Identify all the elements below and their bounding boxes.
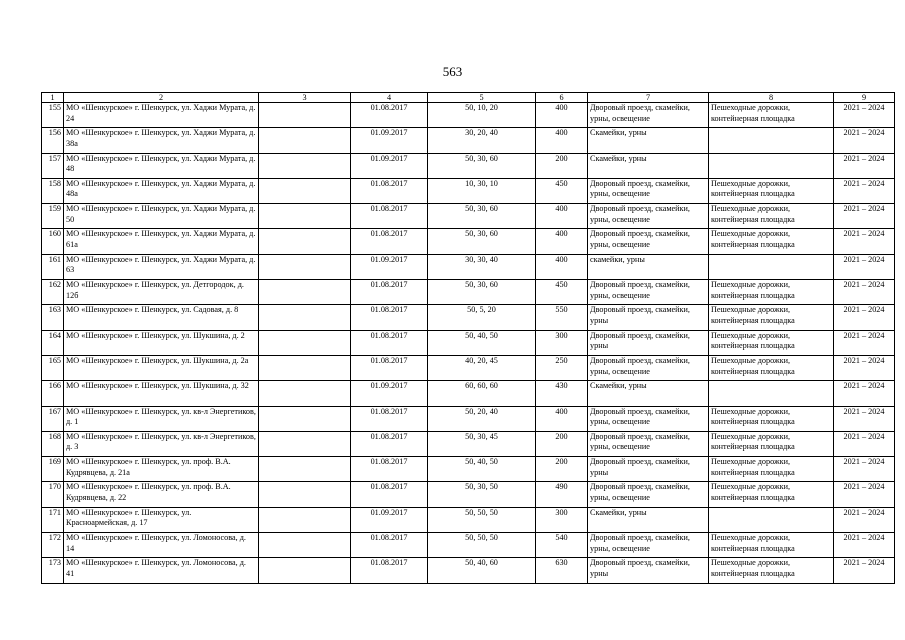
works-cell: Дворовый проезд, скамейки, урны, освещение [588, 355, 709, 380]
date-cell: 01.08.2017 [351, 355, 428, 380]
column-header: 3 [259, 93, 351, 103]
area-cell: 300 [536, 507, 588, 532]
table-row [42, 280, 895, 305]
address-cell: МО «Шенкурское» г. Шенкурск, ул. Хаджи Мурата, д. 63 [64, 254, 259, 279]
table-row [42, 254, 895, 279]
additional-works-cell: Пешеходные дорожки, контейнерная площадка [709, 280, 834, 305]
area-cell: 200 [536, 431, 588, 456]
area-cell: 250 [536, 355, 588, 380]
period-cell: 2021 – 2024 [834, 153, 895, 178]
date-cell: 01.08.2017 [351, 431, 428, 456]
works-cell: Дворовый проезд, скамейки, урны, освещение [588, 204, 709, 229]
additional-works-cell: Пешеходные дорожки, контейнерная площадка [709, 558, 834, 583]
period-cell: 2021 – 2024 [834, 280, 895, 305]
additional-works-cell [709, 381, 834, 406]
dimensions-cell: 50, 30, 50 [428, 482, 536, 507]
date-cell: 01.09.2017 [351, 254, 428, 279]
area-cell: 200 [536, 153, 588, 178]
row-number: 173 [42, 558, 64, 583]
works-cell: Скамейки, урны [588, 381, 709, 406]
column-header: 7 [588, 93, 709, 103]
address-cell: МО «Шенкурское» г. Шенкурск, ул. кв-л Энергетиков, д. 3 [64, 431, 259, 456]
row-number: 166 [42, 381, 64, 406]
period-cell: 2021 – 2024 [834, 128, 895, 153]
dimensions-cell: 50, 30, 60 [428, 153, 536, 178]
table-row [42, 381, 895, 406]
area-cell: 550 [536, 305, 588, 330]
period-cell: 2021 – 2024 [834, 406, 895, 431]
column-3-cell [259, 457, 351, 482]
area-cell: 400 [536, 204, 588, 229]
works-cell: Дворовый проезд, скамейки, урны, освещение [588, 431, 709, 456]
column-3-cell [259, 431, 351, 456]
period-cell: 2021 – 2024 [834, 103, 895, 128]
column-3-cell [259, 305, 351, 330]
date-cell: 01.08.2017 [351, 103, 428, 128]
address-cell: МО «Шенкурское» г. Шенкурск, ул. Детгородок, д. 12б [64, 280, 259, 305]
area-cell: 450 [536, 178, 588, 203]
address-cell: МО «Шенкурское» г. Шенкурск, ул. проф. В.А. Кудрявцева, д. 22 [64, 482, 259, 507]
dimensions-cell: 50, 50, 50 [428, 533, 536, 558]
table-row [42, 431, 895, 456]
address-cell: МО «Шенкурское» г. Шенкурск, ул. Хаджи Мурата, д. 48 [64, 153, 259, 178]
column-header: 1 [42, 93, 64, 103]
date-cell: 01.09.2017 [351, 128, 428, 153]
dimensions-cell: 50, 10, 20 [428, 103, 536, 128]
column-header: 5 [428, 93, 536, 103]
address-cell: МО «Шенкурское» г. Шенкурск, ул. Хаджи Мурата, д. 24 [64, 103, 259, 128]
address-cell: МО «Шенкурское» г. Шенкурск, ул. Хаджи Мурата, д. 50 [64, 204, 259, 229]
additional-works-cell: Пешеходные дорожки, контейнерная площадка [709, 204, 834, 229]
dimensions-cell: 10, 30, 10 [428, 178, 536, 203]
column-header: 6 [536, 93, 588, 103]
additional-works-cell: Пешеходные дорожки, контейнерная площадка [709, 457, 834, 482]
row-number: 159 [42, 204, 64, 229]
address-cell: МО «Шенкурское» г. Шенкурск, ул. Хаджи Мурата, д. 48а [64, 178, 259, 203]
table-row [42, 533, 895, 558]
column-header: 9 [834, 93, 895, 103]
address-cell: МО «Шенкурское» г. Шенкурск, ул. Хаджи Мурата, д. 38а [64, 128, 259, 153]
works-cell: Дворовый проезд, скамейки, урны [588, 457, 709, 482]
additional-works-cell: Пешеходные дорожки, контейнерная площадка [709, 178, 834, 203]
table-row [42, 507, 895, 532]
additional-works-cell: Пешеходные дорожки, контейнерная площадка [709, 482, 834, 507]
dimensions-cell: 50, 40, 50 [428, 330, 536, 355]
column-3-cell [259, 482, 351, 507]
works-cell: Скамейки, урны [588, 153, 709, 178]
period-cell: 2021 – 2024 [834, 355, 895, 380]
column-3-cell [259, 178, 351, 203]
column-3-cell [259, 204, 351, 229]
column-3-cell [259, 128, 351, 153]
additional-works-cell: Пешеходные дорожки, контейнерная площадка [709, 355, 834, 380]
area-cell: 200 [536, 457, 588, 482]
area-cell: 400 [536, 229, 588, 254]
column-3-cell [259, 229, 351, 254]
area-cell: 400 [536, 254, 588, 279]
area-cell: 300 [536, 330, 588, 355]
additional-works-cell [709, 507, 834, 532]
date-cell: 01.09.2017 [351, 507, 428, 532]
works-cell: Дворовый проезд, скамейки, урны, освещение [588, 103, 709, 128]
table-row [42, 330, 895, 355]
row-number: 163 [42, 305, 64, 330]
dimensions-cell: 50, 20, 40 [428, 406, 536, 431]
column-header: 4 [351, 93, 428, 103]
date-cell: 01.08.2017 [351, 305, 428, 330]
row-number: 162 [42, 280, 64, 305]
column-3-cell [259, 406, 351, 431]
period-cell: 2021 – 2024 [834, 431, 895, 456]
dimensions-cell: 60, 60, 60 [428, 381, 536, 406]
dimensions-cell: 50, 30, 45 [428, 431, 536, 456]
dimensions-cell: 50, 30, 60 [428, 280, 536, 305]
works-cell: Скамейки, урны [588, 507, 709, 532]
column-3-cell [259, 254, 351, 279]
table-row [42, 178, 895, 203]
period-cell: 2021 – 2024 [834, 254, 895, 279]
row-number: 169 [42, 457, 64, 482]
area-cell: 430 [536, 381, 588, 406]
works-cell: скамейки, урны [588, 254, 709, 279]
period-cell: 2021 – 2024 [834, 457, 895, 482]
row-number: 168 [42, 431, 64, 456]
period-cell: 2021 – 2024 [834, 305, 895, 330]
period-cell: 2021 – 2024 [834, 533, 895, 558]
row-number: 160 [42, 229, 64, 254]
dimensions-cell: 30, 20, 40 [428, 128, 536, 153]
table-row [42, 457, 895, 482]
table-row [42, 305, 895, 330]
dimensions-cell: 50, 40, 60 [428, 558, 536, 583]
column-3-cell [259, 280, 351, 305]
date-cell: 01.08.2017 [351, 406, 428, 431]
column-3-cell [259, 355, 351, 380]
address-cell: МО «Шенкурское» г. Шенкурск, ул. Садовая, д. 8 [64, 305, 259, 330]
address-cell: МО «Шенкурское» г. Шенкурск, ул. Шукшина, д. 32 [64, 381, 259, 406]
additional-works-cell [709, 128, 834, 153]
row-number: 171 [42, 507, 64, 532]
additional-works-cell: Пешеходные дорожки, контейнерная площадка [709, 103, 834, 128]
dimensions-cell: 50, 30, 60 [428, 229, 536, 254]
period-cell: 2021 – 2024 [834, 330, 895, 355]
row-number: 158 [42, 178, 64, 203]
table-row [42, 482, 895, 507]
row-number: 167 [42, 406, 64, 431]
row-number: 170 [42, 482, 64, 507]
period-cell: 2021 – 2024 [834, 507, 895, 532]
area-cell: 400 [536, 128, 588, 153]
column-3-cell [259, 103, 351, 128]
works-cell: Дворовый проезд, скамейки, урны, освещение [588, 406, 709, 431]
area-cell: 400 [536, 103, 588, 128]
works-cell: Дворовый проезд, скамейки, урны [588, 558, 709, 583]
dimensions-cell: 30, 30, 40 [428, 254, 536, 279]
period-cell: 2021 – 2024 [834, 229, 895, 254]
period-cell: 2021 – 2024 [834, 482, 895, 507]
area-cell: 400 [536, 406, 588, 431]
table-header-row [42, 93, 895, 103]
table-row [42, 558, 895, 583]
table-row [42, 153, 895, 178]
dimensions-cell: 40, 20, 45 [428, 355, 536, 380]
address-cell: МО «Шенкурское» г. Шенкурск, ул. Ломоносова, д. 41 [64, 558, 259, 583]
column-3-cell [259, 330, 351, 355]
date-cell: 01.08.2017 [351, 330, 428, 355]
column-3-cell [259, 558, 351, 583]
period-cell: 2021 – 2024 [834, 558, 895, 583]
date-cell: 01.08.2017 [351, 280, 428, 305]
additional-works-cell [709, 153, 834, 178]
address-cell: МО «Шенкурское» г. Шенкурск, ул. Шукшина, д. 2 [64, 330, 259, 355]
area-cell: 540 [536, 533, 588, 558]
address-cell: МО «Шенкурское» г. Шенкурск, ул. кв-л Энергетиков, д. 1 [64, 406, 259, 431]
date-cell: 01.08.2017 [351, 204, 428, 229]
table-row [42, 103, 895, 128]
date-cell: 01.08.2017 [351, 229, 428, 254]
additional-works-cell: Пешеходные дорожки, контейнерная площадка [709, 431, 834, 456]
row-number: 172 [42, 533, 64, 558]
period-cell: 2021 – 2024 [834, 178, 895, 203]
works-cell: Дворовый проезд, скамейки, урны, освещение [588, 482, 709, 507]
dimensions-cell: 50, 50, 50 [428, 507, 536, 532]
column-3-cell [259, 533, 351, 558]
page-number: 563 [442, 64, 463, 79]
additional-works-cell: Пешеходные дорожки, контейнерная площадка [709, 305, 834, 330]
address-cell: МО «Шенкурское» г. Шенкурск, ул. проф. В.А. Кудрявцева, д. 21а [64, 457, 259, 482]
date-cell: 01.08.2017 [351, 533, 428, 558]
row-number: 165 [42, 355, 64, 380]
additional-works-cell: Пешеходные дорожки, контейнерная площадка [709, 330, 834, 355]
registry-table [41, 92, 895, 584]
column-3-cell [259, 507, 351, 532]
column-3-cell [259, 153, 351, 178]
date-cell: 01.08.2017 [351, 457, 428, 482]
area-cell: 630 [536, 558, 588, 583]
date-cell: 01.08.2017 [351, 482, 428, 507]
address-cell: МО «Шенкурское» г. Шенкурск, ул. Ломоносова, д. 14 [64, 533, 259, 558]
works-cell: Дворовый проезд, скамейки, урны [588, 305, 709, 330]
dimensions-cell: 50, 40, 50 [428, 457, 536, 482]
additional-works-cell: Пешеходные дорожки, контейнерная площадка [709, 229, 834, 254]
address-cell: МО «Шенкурское» г. Шенкурск, ул. Красноармейская, д. 17 [64, 507, 259, 532]
table-row [42, 128, 895, 153]
date-cell: 01.08.2017 [351, 558, 428, 583]
additional-works-cell [709, 254, 834, 279]
date-cell: 01.09.2017 [351, 153, 428, 178]
row-number: 164 [42, 330, 64, 355]
column-header: 2 [64, 93, 259, 103]
works-cell: Дворовый проезд, скамейки, урны, освещение [588, 178, 709, 203]
date-cell: 01.08.2017 [351, 178, 428, 203]
additional-works-cell: Пешеходные дорожки, контейнерная площадка [709, 533, 834, 558]
row-number: 156 [42, 128, 64, 153]
row-number: 157 [42, 153, 64, 178]
table-row [42, 355, 895, 380]
table-row [42, 229, 895, 254]
additional-works-cell: Пешеходные дорожки, контейнерная площадка [709, 406, 834, 431]
table-row [42, 406, 895, 431]
dimensions-cell: 50, 5, 20 [428, 305, 536, 330]
table-row [42, 204, 895, 229]
address-cell: МО «Шенкурское» г. Шенкурск, ул. Шукшина, д. 2а [64, 355, 259, 380]
row-number: 161 [42, 254, 64, 279]
works-cell: Дворовый проезд, скамейки, урны [588, 330, 709, 355]
area-cell: 450 [536, 280, 588, 305]
dimensions-cell: 50, 30, 60 [428, 204, 536, 229]
works-cell: Скамейки, урны [588, 128, 709, 153]
row-number: 155 [42, 103, 64, 128]
column-3-cell [259, 381, 351, 406]
period-cell: 2021 – 2024 [834, 381, 895, 406]
address-cell: МО «Шенкурское» г. Шенкурск, ул. Хаджи Мурата, д. 61а [64, 229, 259, 254]
works-cell: Дворовый проезд, скамейки, урны, освещение [588, 533, 709, 558]
table-body [42, 103, 895, 584]
works-cell: Дворовый проезд, скамейки, урны, освещение [588, 280, 709, 305]
works-cell: Дворовый проезд, скамейки, урны, освещение [588, 229, 709, 254]
period-cell: 2021 – 2024 [834, 204, 895, 229]
date-cell: 01.09.2017 [351, 381, 428, 406]
area-cell: 490 [536, 482, 588, 507]
column-header: 8 [709, 93, 834, 103]
